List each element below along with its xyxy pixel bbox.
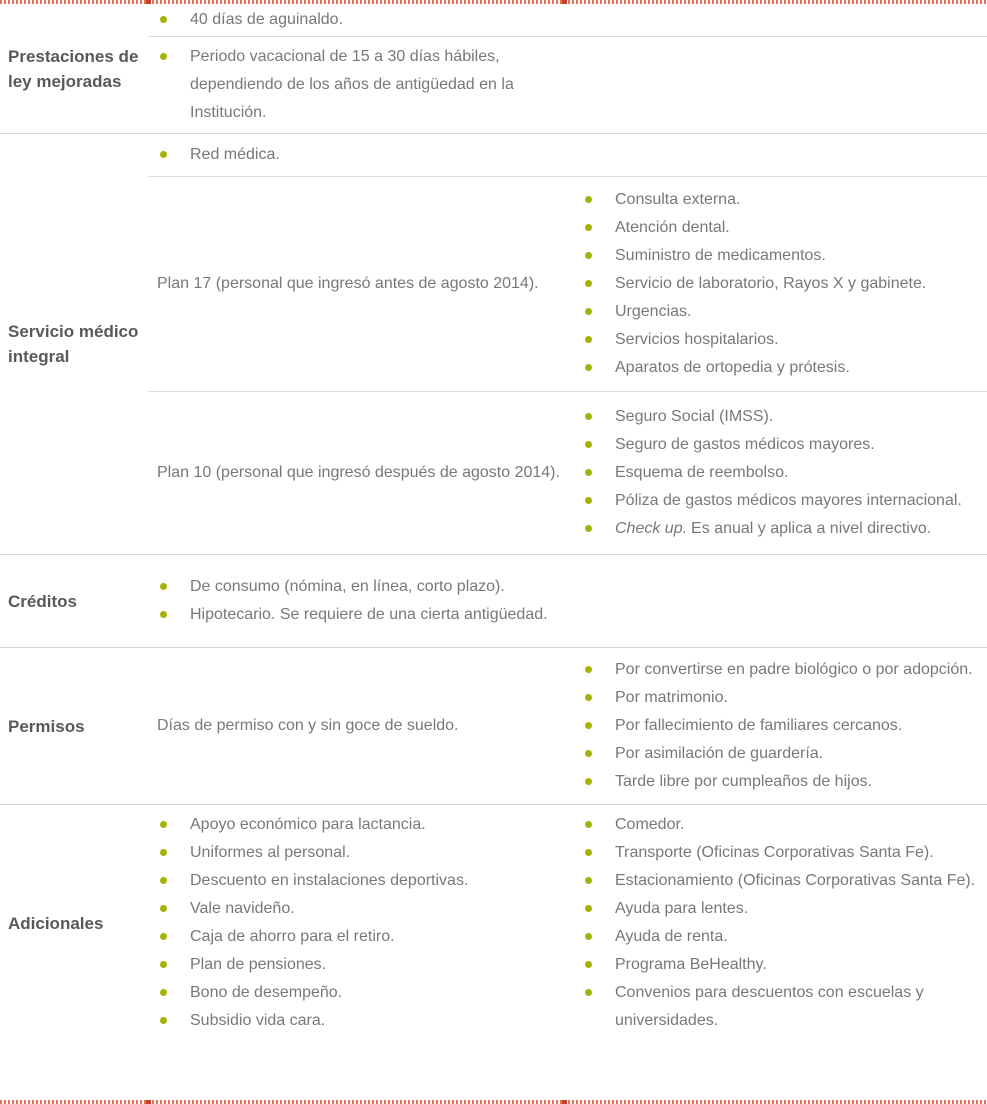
- benefit-text: Seguro Social (IMSS).: [615, 408, 774, 425]
- benefit-item: [585, 459, 987, 487]
- benefit-text: Transporte (Oficinas Corporativas Santa Fe).: [615, 844, 934, 861]
- section-label: Prestaciones de ley mejoradas: [8, 46, 139, 91]
- benefit-item: [585, 326, 987, 354]
- bullet-icon: [585, 252, 592, 259]
- bullet-icon: [160, 849, 167, 856]
- bullet-icon: [585, 308, 592, 315]
- section-label-cell: [0, 555, 148, 647]
- bullet-icon: [160, 151, 167, 158]
- benefit-text: Atención dental.: [615, 219, 730, 236]
- section-prestaciones-de-ley: [0, 4, 987, 133]
- benefit-text: Comedor.: [615, 816, 685, 833]
- bullet-icon: [160, 821, 167, 828]
- benefit-item: [585, 768, 987, 796]
- bullet-icon: [585, 224, 592, 231]
- plan-description: Plan 17 (personal que ingresó antes de agosto 2014).: [157, 275, 539, 292]
- bullet-icon: [585, 905, 592, 912]
- column-divider-mark: [146, 1100, 151, 1104]
- bullet-icon: [160, 989, 167, 996]
- table-row: [148, 555, 987, 647]
- benefit-item: [585, 270, 987, 298]
- bullet-icon: [160, 877, 167, 884]
- bullet-icon: [585, 280, 592, 287]
- benefit-text: Urgencias.: [615, 303, 692, 320]
- bullet-icon: [160, 53, 167, 60]
- benefit-item: [585, 839, 987, 867]
- benefit-item: [585, 298, 987, 326]
- benefit-text: Convenios para descuentos con escuelas y universidades.: [615, 984, 924, 1029]
- benefit-item: [585, 656, 987, 684]
- benefit-text-rest: Es anual y aplica a nivel directivo.: [691, 520, 932, 537]
- benefit-item: [157, 6, 575, 34]
- benefit-text: Tarde libre por cumpleaños de hijos.: [615, 773, 873, 790]
- bullet-icon: [160, 583, 167, 590]
- benefit-item: [585, 923, 987, 951]
- benefit-text: Por asimilación de guardería.: [615, 745, 824, 762]
- benefit-item: [585, 214, 987, 242]
- benefit-text: Por matrimonio.: [615, 689, 728, 706]
- benefit-item: [157, 839, 575, 867]
- benefit-item: [585, 354, 987, 382]
- benefit-text: Ayuda para lentes.: [615, 900, 749, 917]
- benefit-text: Descuento en instalaciones deportivas.: [190, 872, 469, 889]
- benefit-text: Uniformes al personal.: [190, 844, 351, 861]
- benefit-item: [585, 515, 987, 543]
- benefit-text: Póliza de gastos médicos mayores internacional.: [615, 492, 962, 509]
- benefit-item: [585, 951, 987, 979]
- benefit-item: [157, 867, 575, 895]
- benefit-item: [157, 895, 575, 923]
- section-label-cell: [0, 134, 148, 554]
- section-creditos: [0, 555, 987, 647]
- benefit-text-italic: Check up.: [615, 520, 688, 537]
- benefit-text: Red médica.: [190, 146, 280, 163]
- column-divider-mark: [562, 0, 567, 4]
- column-divider-mark: [146, 0, 151, 4]
- table-row: [148, 36, 987, 133]
- benefit-text: Servicios hospitalarios.: [615, 331, 779, 348]
- benefit-item: [157, 1007, 575, 1035]
- permit-description: Días de permiso con y sin goce de sueldo.: [157, 717, 459, 734]
- table-row: [148, 134, 987, 176]
- benefit-text: Subsidio vida cara.: [190, 1012, 326, 1029]
- bullet-icon: [160, 611, 167, 618]
- bullet-icon: [585, 778, 592, 785]
- bullet-icon: [585, 750, 592, 757]
- bullet-icon: [585, 821, 592, 828]
- benefit-item: [585, 979, 987, 1035]
- benefit-text: Servicio de laboratorio, Rayos X y gabinete.: [615, 275, 927, 292]
- bullet-icon: [585, 989, 592, 996]
- benefit-text: Ayuda de renta.: [615, 928, 728, 945]
- benefit-item: [157, 141, 575, 169]
- dotted-border-bottom: [0, 1100, 987, 1104]
- bullet-icon: [160, 961, 167, 968]
- bullet-icon: [160, 16, 167, 23]
- benefit-item: [157, 951, 575, 979]
- benefit-item: [585, 684, 987, 712]
- benefit-item: [585, 740, 987, 768]
- section-label: Servicio médico integral: [8, 322, 139, 366]
- bullet-icon: [585, 497, 592, 504]
- benefit-item: [157, 979, 575, 1007]
- benefit-item: [157, 923, 575, 951]
- bullet-icon: [585, 525, 592, 532]
- bullet-icon: [585, 933, 592, 940]
- benefit-item: [157, 43, 575, 127]
- bullet-icon: [585, 336, 592, 343]
- benefit-item: [585, 811, 987, 839]
- benefit-text: Apoyo económico para lactancia.: [190, 816, 426, 833]
- benefit-text: Estacionamiento (Oficinas Corporativas Santa Fe).: [615, 872, 976, 889]
- benefit-item: [585, 242, 987, 270]
- bullet-icon: [585, 722, 592, 729]
- plan-description: Plan 10 (personal que ingresó después de agosto 2014).: [157, 464, 560, 481]
- benefit-text: 40 días de aguinaldo.: [190, 11, 344, 28]
- benefit-item: [585, 186, 987, 214]
- bullet-icon: [585, 694, 592, 701]
- table-row: [148, 391, 987, 554]
- bullet-icon: [585, 666, 592, 673]
- benefit-text: Plan de pensiones.: [190, 956, 327, 973]
- benefit-text: Seguro de gastos médicos mayores.: [615, 436, 875, 453]
- table-row: [148, 805, 987, 1041]
- section-adicionales: [0, 805, 987, 1041]
- benefit-item: [585, 712, 987, 740]
- section-label: Permisos: [8, 716, 85, 736]
- bullet-icon: [585, 961, 592, 968]
- benefit-item: [157, 811, 575, 839]
- benefit-item: [585, 487, 987, 515]
- benefit-text: Caja de ahorro para el retiro.: [190, 928, 395, 945]
- section-servicio-medico: [0, 134, 987, 554]
- benefit-text: Bono de desempeño.: [190, 984, 343, 1001]
- section-label-cell: [0, 648, 148, 804]
- benefit-text: Vale navideño.: [190, 900, 295, 917]
- benefit-item: [585, 895, 987, 923]
- benefit-text: Consulta externa.: [615, 191, 741, 208]
- bullet-icon: [585, 849, 592, 856]
- bullet-icon: [585, 196, 592, 203]
- benefit-item: [157, 573, 948, 601]
- bullet-icon: [160, 933, 167, 940]
- benefit-text: Aparatos de ortopedia y prótesis.: [615, 359, 850, 376]
- bullet-icon: [585, 441, 592, 448]
- benefit-text: Programa BeHealthy.: [615, 956, 767, 973]
- bullet-icon: [585, 469, 592, 476]
- benefit-text: Por fallecimiento de familiares cercanos.: [615, 717, 903, 734]
- dotted-border-top: [0, 0, 987, 4]
- benefit-text: Periodo vacacional de 15 a 30 días hábiles, dependiendo de los años de antigüedad en la Institución.: [190, 48, 514, 121]
- section-label-cell: [0, 805, 148, 1041]
- benefit-item: [585, 403, 987, 431]
- table-row: [148, 4, 987, 36]
- bullet-icon: [160, 905, 167, 912]
- bullet-icon: [585, 877, 592, 884]
- bullet-icon: [585, 413, 592, 420]
- section-label: Créditos: [8, 591, 77, 611]
- section-label-cell: [0, 4, 148, 133]
- benefit-text: Esquema de reembolso.: [615, 464, 789, 481]
- table-row: [148, 176, 987, 391]
- benefit-text: Suministro de medicamentos.: [615, 247, 826, 264]
- benefit-text: [615, 515, 931, 543]
- bullet-icon: [585, 364, 592, 371]
- benefit-item: [157, 601, 948, 629]
- benefit-item: [585, 431, 987, 459]
- column-divider-mark: [562, 1100, 567, 1104]
- section-label: Adicionales: [8, 913, 104, 933]
- benefit-text: Hipotecario. Se requiere de una cierta antigüedad.: [190, 606, 548, 623]
- benefit-text: Por convertirse en padre biológico o por adopción.: [615, 661, 973, 678]
- benefit-text: De consumo (nómina, en línea, corto plazo).: [190, 578, 505, 595]
- bullet-icon: [160, 1017, 167, 1024]
- table-row: [148, 648, 987, 804]
- benefit-item: [585, 867, 987, 895]
- section-permisos: [0, 648, 987, 804]
